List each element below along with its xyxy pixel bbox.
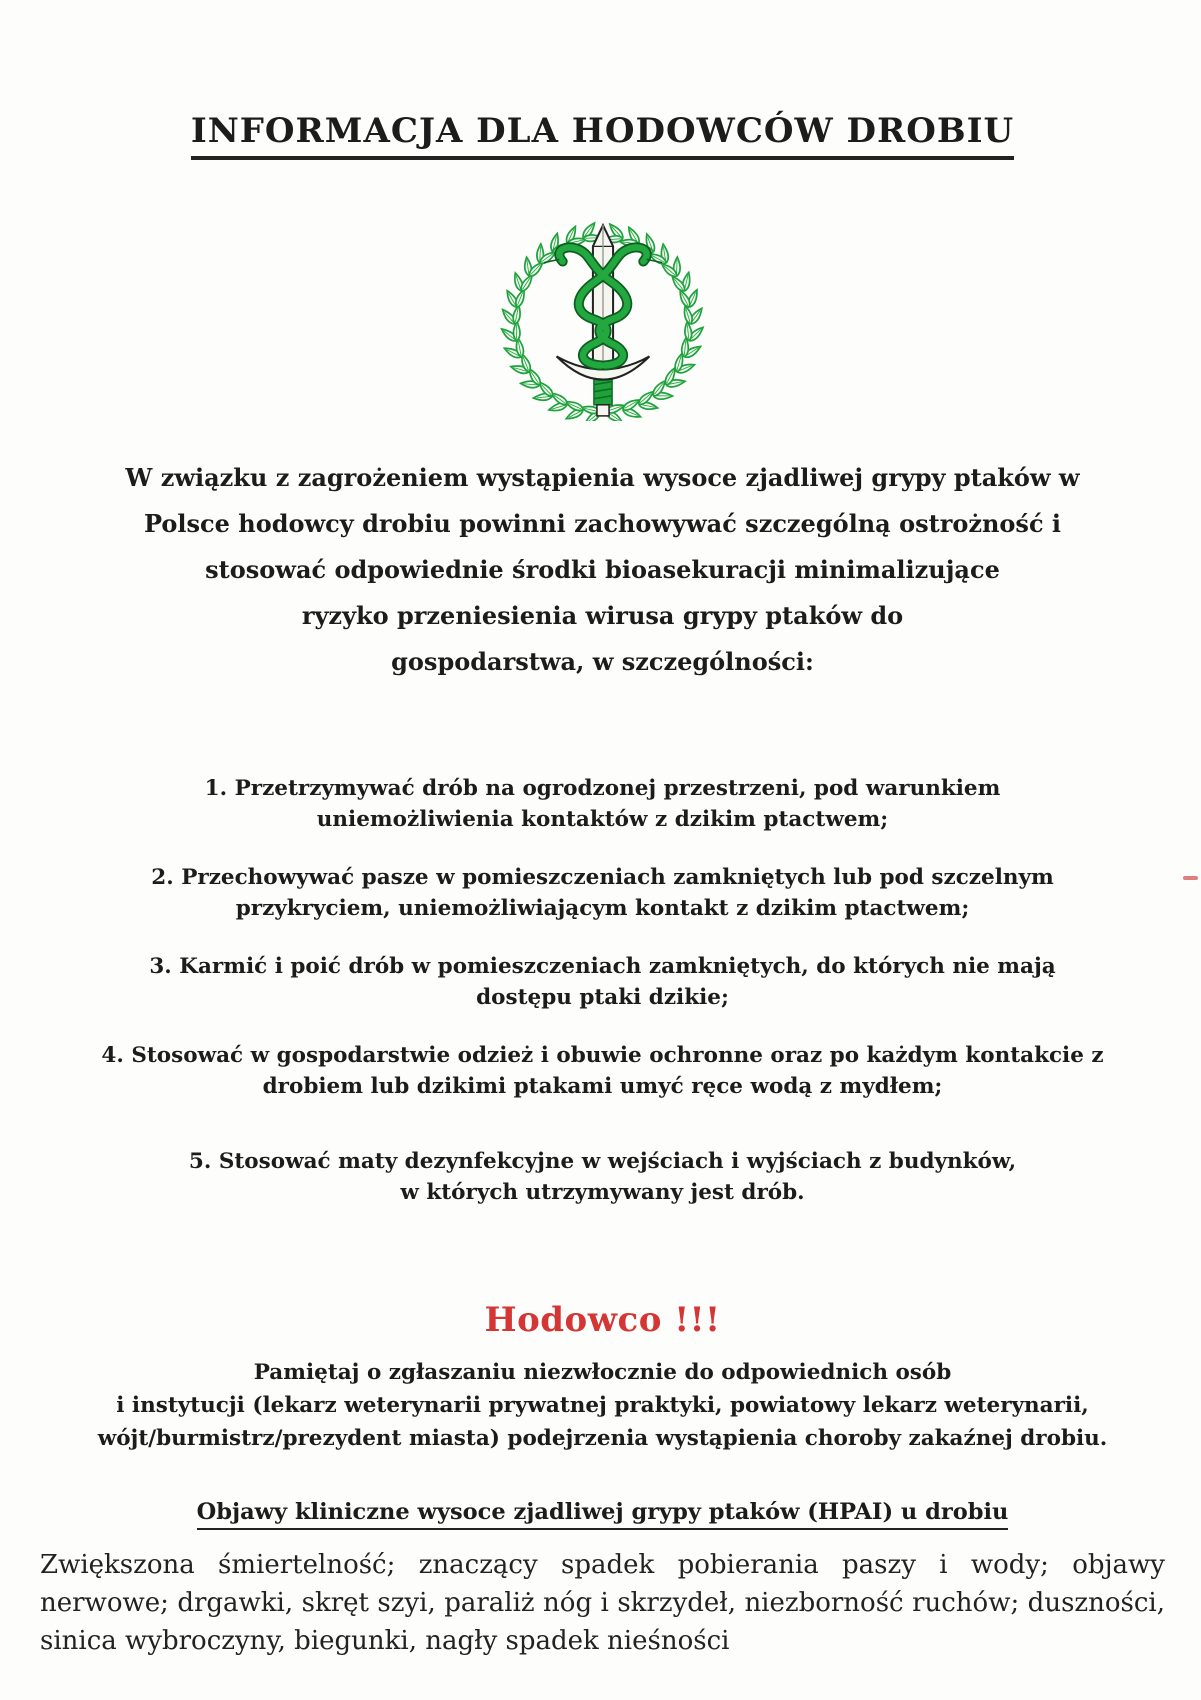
list-item-line: 1. Przetrzymywać drób na ogrodzonej przestrzeni, pod warunkiem [204,775,1001,801]
list-item-line: 4. Stosować w gospodarstwie odzież i obuwie ochronne oraz po każdym kontakcie z [101,1042,1104,1068]
symptoms-paragraph: Zwiększona śmiertelność; znaczący spadek pobierania paszy i wody; objawy nerwowe; drgawki, skręt szyi, paraliż nóg i skrzydeł, niezborność ruchów; duszności, sinica wybroczyny, biegunki, nagły spadek nieśności [40,1549,1165,1656]
list-item-line: w których utrzymywany jest drób. [400,1179,805,1205]
poultry-notice-document [40,0,1165,1660]
caduceus-wreath-icon [492,213,714,421]
list-item-line: dostępu ptaki dzikie; [476,984,729,1010]
list-item [40,1146,1165,1208]
intro-line: ryzyko przeniesienia wirusa grypy ptaków do [301,600,904,630]
page-title: INFORMACJA DLA HODOWCÓW DROBIU [191,111,1014,160]
intro-paragraph [40,455,1165,685]
intro-line: stosować odpowiednie środki bioasekuracji minimalizujące [205,554,1000,584]
scan-artifact-mark [1183,876,1198,880]
list-item [40,1040,1165,1102]
alert-line: Pamiętaj o zgłaszaniu niezwłocznie do odpowiednich osób [253,1359,952,1385]
intro-line: Polsce hodowcy drobiu powinni zachowywać szczególną ostrożność i [143,508,1062,538]
intro-line: gospodarstwa, w szczególności: [391,646,814,676]
list-item [40,951,1165,1013]
list-item [40,773,1165,835]
list-item-line: 5. Stosować maty dezynfekcyjne w wejściach i wyjściach z budynków, [188,1148,1017,1174]
alert-heading: Hodowco !!! [484,1299,721,1340]
list-item-line: 2. Przechowywać pasze w pomieszczeniach zamkniętych lub pod szczelnym [151,864,1054,890]
symptoms-heading: Objawy kliniczne wysoce zjadliwej grypy ptaków (HPAI) u drobiu [197,1499,1009,1530]
biosecurity-list [40,773,1165,1208]
alert-line: i instytucji (lekarz weterynarii prywatnej praktyki, powiatowy lekarz weterynarii, [116,1392,1089,1418]
alert-line: wójt/burmistrz/prezydent miasta) podejrzenia wystąpienia choroby zakaźnej drobiu. [97,1425,1108,1451]
list-item-line: drobiem lub dzikimi ptakami umyć ręce wodą z mydłem; [262,1073,943,1099]
alert-paragraph [40,1356,1165,1455]
list-item-line: 3. Karmić i poić drób w pomieszczeniach zamkniętych, do których nie mają [149,953,1056,979]
veterinary-inspection-logo [40,213,1165,425]
list-item [40,862,1165,924]
list-item-line: przykryciem, uniemożliwiającym kontakt z dzikim ptactwem; [235,895,970,921]
list-item-line: uniemożliwienia kontaktów z dzikim ptactwem; [316,806,889,832]
intro-line: W związku z zagrożeniem wystąpienia wysoce zjadliwej grypy ptaków w [125,462,1080,492]
